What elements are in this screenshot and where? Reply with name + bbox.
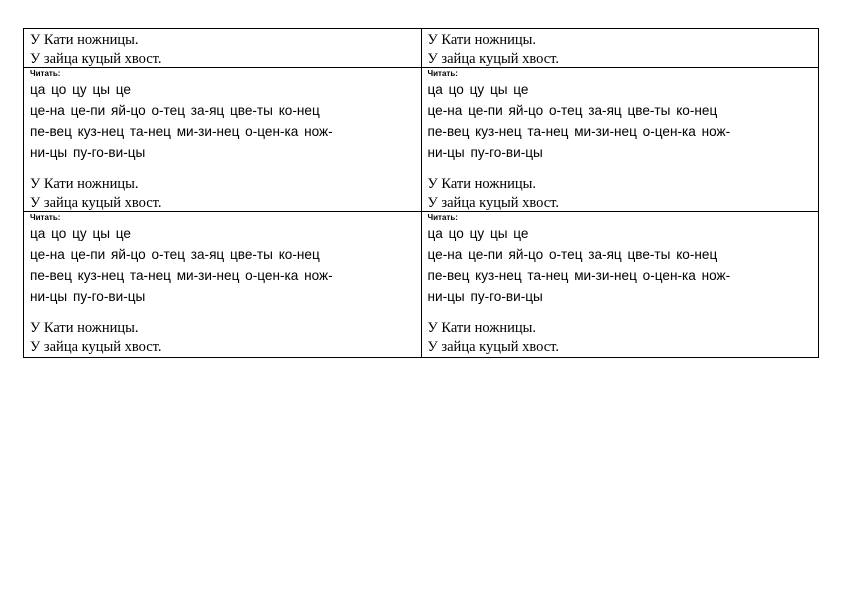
card-cell-middle-left — [24, 68, 422, 212]
syllable-line: пе-вец куз-нец та-нец ми-зи-нец о-цен-ка нож- — [30, 124, 333, 139]
card-cell-top-right — [421, 29, 819, 68]
sentence-line-2: У зайца куцый хвост. — [30, 195, 162, 211]
sentence-line-2: У зайца куцый хвост. — [427, 51, 560, 67]
table-row — [24, 212, 819, 358]
worksheet-table — [23, 28, 819, 358]
sentence-line-1: У Кати ножницы. — [30, 176, 139, 192]
sentence-line-2: У зайца куцый хвост. — [427, 339, 560, 355]
table-row — [24, 68, 819, 212]
sentence-line-1: У Кати ножницы. — [427, 176, 536, 192]
sentence-line-1: У Кати ножницы. — [30, 32, 139, 48]
table-row — [24, 29, 819, 68]
syllable-line: ни-цы пу-го-ви-цы — [427, 145, 543, 160]
syllable-line: це-на це-пи яй-цо о-тец за-яц цве-ты ко-нец — [427, 247, 718, 262]
card-cell-bottom-left — [24, 212, 422, 358]
syllable-line: ни-цы пу-го-ви-цы — [427, 289, 543, 304]
sentence-line-1: У Кати ножницы. — [427, 320, 536, 336]
sentence-line-1: У Кати ножницы. — [30, 320, 139, 336]
syllable-line: це-на це-пи яй-цо о-тец за-яц цве-ты ко-нец — [30, 103, 320, 118]
sentence-line-1: У Кати ножницы. — [427, 32, 536, 48]
card-cell-middle-right — [421, 68, 819, 212]
syllable-line: ни-цы пу-го-ви-цы — [30, 289, 146, 304]
sentence-line-2: У зайца куцый хвост. — [30, 339, 162, 355]
sentence-line-2: У зайца куцый хвост. — [427, 195, 560, 211]
syllable-line: ца цо цу цы це — [427, 82, 529, 97]
read-label: Читать: — [30, 69, 61, 78]
syllable-line: ца цо цу цы це — [30, 82, 131, 97]
card-cell-bottom-right — [421, 212, 819, 358]
syllable-line: ни-цы пу-го-ви-цы — [30, 145, 146, 160]
sentence-line-2: У зайца куцый хвост. — [30, 51, 162, 67]
syllable-line: пе-вец куз-нец та-нец ми-зи-нец о-цен-ка нож- — [30, 268, 333, 283]
read-label: Читать: — [427, 213, 458, 222]
card-cell-top-left — [24, 29, 422, 68]
syllable-line: ца цо цу цы це — [30, 226, 131, 241]
read-label: Читать: — [427, 69, 458, 78]
syllable-line: пе-вец куз-нец та-нец ми-зи-нец о-цен-ка нож- — [427, 268, 731, 283]
syllable-line: ца цо цу цы це — [427, 226, 529, 241]
syllable-line: це-на це-пи яй-цо о-тец за-яц цве-ты ко-нец — [427, 103, 718, 118]
syllable-line: пе-вец куз-нец та-нец ми-зи-нец о-цен-ка нож- — [427, 124, 731, 139]
read-label: Читать: — [30, 213, 61, 222]
syllable-line: це-на це-пи яй-цо о-тец за-яц цве-ты ко-нец — [30, 247, 320, 262]
